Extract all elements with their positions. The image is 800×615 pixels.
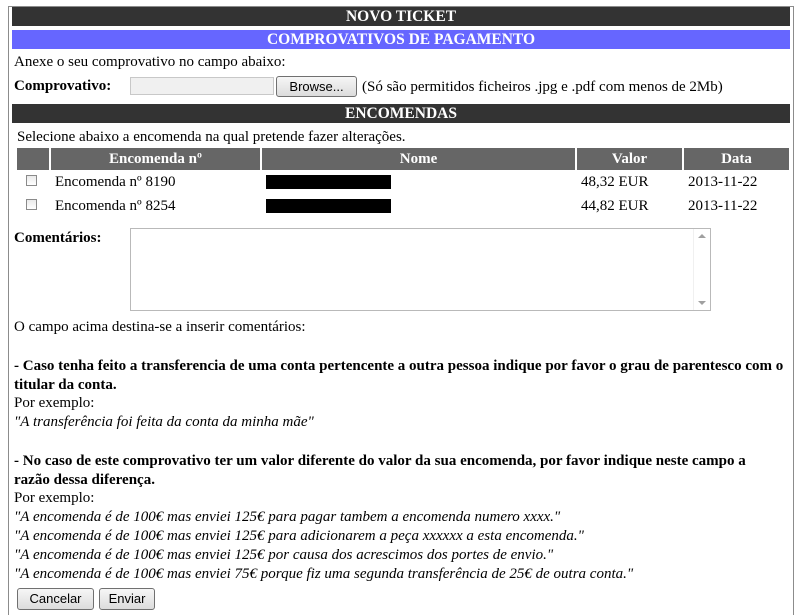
order-number: Encomenda nº 8190 (55, 173, 176, 190)
select-column-header (17, 148, 49, 170)
comments-label: Comentários: (14, 230, 102, 246)
order-value: 44,82 EUR (581, 197, 649, 214)
orders-table (15, 148, 791, 218)
redaction-block (266, 199, 391, 213)
case2-example: "A encomenda é de 100€ mas enviei 125€ por causa dos acrescimos dos portes de envio." (14, 547, 554, 563)
order-name-redacted (262, 194, 575, 218)
orders-instruction: Selecione abaixo a encomenda na qual pretende fazer alterações. (17, 129, 406, 145)
comments-help-intro: O campo acima destina-se a inserir comentários: (14, 319, 306, 335)
page-title: NOVO TICKET (12, 7, 790, 26)
scroll-down-arrow-icon[interactable] (698, 301, 706, 305)
cancel-button[interactable]: Cancelar (17, 588, 94, 610)
order-date: 2013-11-22 (688, 197, 758, 214)
payment-instruction: Anexe o seu comprovativo no campo abaixo: (14, 54, 286, 70)
case2-text: - No caso de este comprovativo ter um valor diferente do valor da sua encomenda, por favor indique neste campo a razão dessa diferença. (14, 453, 746, 488)
column-header-value: Valor (577, 148, 682, 170)
order-number: Encomenda nº 8254 (55, 197, 176, 214)
table-row (17, 194, 789, 218)
comments-textarea[interactable] (130, 228, 711, 311)
case1-text: - Caso tenha feito a transferencia de uma conta pertencente a outra pessoa indique por favor o grau de parentesco com o titular da conta. (14, 358, 784, 393)
order-checkbox[interactable] (26, 199, 37, 210)
case2-example-label: Por exemplo: (14, 490, 95, 506)
case2-example: "A encomenda é de 100€ mas enviei 125€ para pagar tambem a encomenda numero xxxx." (14, 509, 561, 525)
payment-section-title: COMPROVATIVOS DE PAGAMENTO (12, 30, 790, 49)
textarea-scrollbar[interactable] (693, 229, 710, 310)
scroll-up-arrow-icon[interactable] (698, 234, 706, 238)
redaction-block (266, 175, 391, 189)
submit-button[interactable]: Enviar (99, 588, 155, 610)
order-checkbox[interactable] (26, 175, 37, 186)
browse-button[interactable]: Browse... (276, 76, 357, 97)
case2-example: "A encomenda é de 100€ mas enviei 75€ porque fiz uma segunda transferência de 25€ de outra conta." (14, 566, 634, 582)
file-hint: (Só são permitidos ficheiros .jpg e .pdf com menos de 2Mb) (362, 79, 723, 95)
file-path-field[interactable] (130, 77, 274, 95)
column-header-order: Encomenda nº (51, 148, 260, 170)
order-date: 2013-11-22 (688, 173, 758, 190)
order-value: 48,32 EUR (581, 173, 649, 190)
case1-example-label: Por exemplo: (14, 395, 95, 411)
orders-section-title: ENCOMENDAS (12, 104, 790, 123)
order-name-redacted (262, 170, 575, 194)
column-header-date: Data (684, 148, 789, 170)
table-row (17, 170, 789, 194)
column-header-name: Nome (262, 148, 575, 170)
file-label: Comprovativo: (14, 78, 112, 94)
case1-example: "A transferência foi feita da conta da minha mãe" (14, 414, 314, 430)
case2-example: "A encomenda é de 100€ mas enviei 125€ para adicionarem a peça xxxxxx a esta encomenda." (14, 528, 584, 544)
